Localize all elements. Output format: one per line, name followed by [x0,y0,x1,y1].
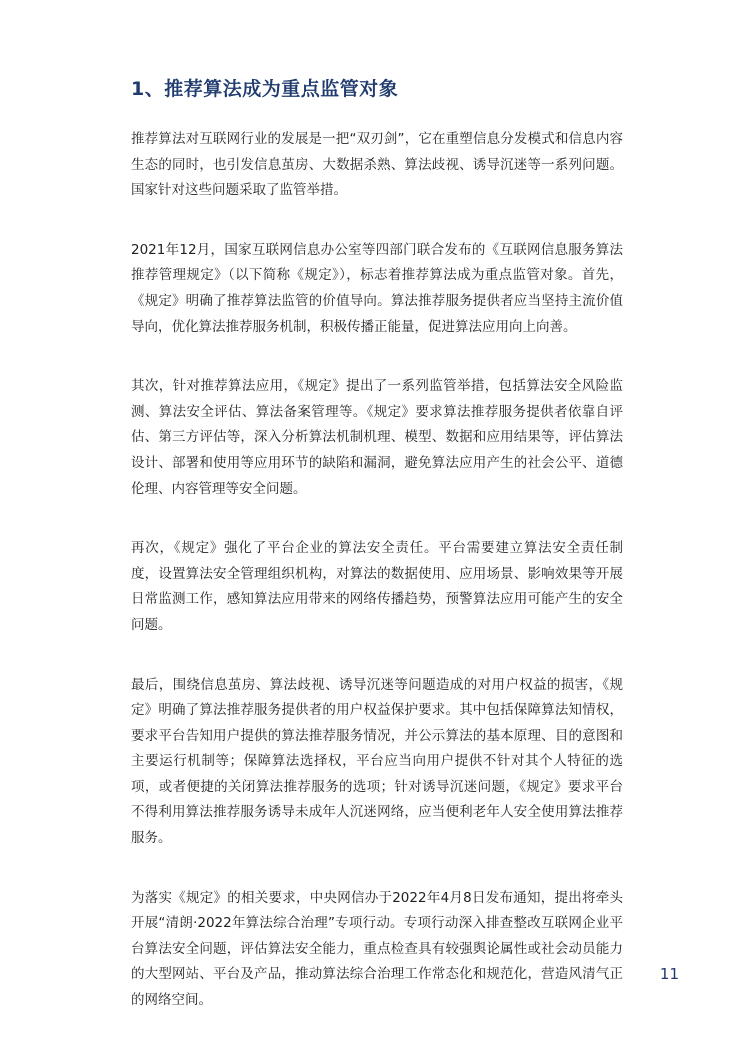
paragraph-regulation-release: 2021年12月，国家互联网信息办公室等四部门联合发布的《互联网信息服务算法推荐管理规定》（以下简称《规定》），标志着推荐算法成为重点监管对象。首先，《规定》明确了推荐算法监管的价值导向。算法推荐服务提供者应当坚持主流价值导向，优化算法推荐服务机制，积极传播正能量，促进算法应用向上向善。 [131,241,623,335]
paragraph-supervision-measures: 其次，针对推荐算法应用，《规定》提出了一系列监管举措，包括算法安全风险监测、算法安全评估、算法备案管理等。《规定》要求算法推荐服务提供者依靠自评估、第三方评估等，深入分析算法机制机理、模型、数据和应用结果等，评估算法设计、部署和使用等应用环节的缺陷和漏洞，避免算法应用产生的社会公平、道德伦理、内容管理等安全问题。 [131,378,623,497]
paragraph-user-rights: 最后，围绕信息茧房、算法歧视、诱导沉迷等问题造成的对用户权益的损害，《规定》明确了算法推荐服务提供者的用户权益保护要求。其中包括保障算法知情权，要求平台告知用户提供的算法推荐服务情况，并公示算法的基本原理、目的意图和主要运行机制等；保障算法选择权，平台应当向用户提供不针对其个人特征的选项，或者便捷的关闭算法推荐服务的选项；针对诱导沉迷问题，《规定》要求平台不得利用算法推荐服务诱导未成年人沉迷网络，应当便利老年人安全使用算法推荐服务。 [131,676,623,847]
page-number: 11 [659,965,679,983]
paragraph-platform-responsibility: 再次，《规定》强化了平台企业的算法安全责任。平台需要建立算法安全责任制度，设置算法安全管理组织机构，对算法的数据使用、应用场景、影响效果等开展日常监测工作，感知算法应用带来的网络传播趋势，预警算法应用可能产生的安全问题。 [131,540,623,633]
section-heading: 1、推荐算法成为重点监管对象 [131,78,399,100]
body-content [131,127,623,1048]
paragraph-intro: 推荐算法对互联网行业的发展是一把“双刃剑”，它在重塑信息分发模式和信息内容生态的同时，也引发信息茧房、大数据杀熟、算法歧视、诱导沉迷等一系列问题。国家针对这些问题采取了监管举措。 [131,131,623,199]
paragraph-special-action: 为落实《规定》的相关要求，中央网信办于2022年4月8日发布通知，提出将牵头开展“清朗·2022年算法综合治理”专项行动。专项行动深入排查整改互联网企业平台算法安全问题，评估算法安全能力，重点检查具有较强舆论属性或社会动员能力的大型网站、平台及产品，推动算法综合治理工作常态化和规范化，营造风清气正的网络空间。 [131,889,623,1009]
